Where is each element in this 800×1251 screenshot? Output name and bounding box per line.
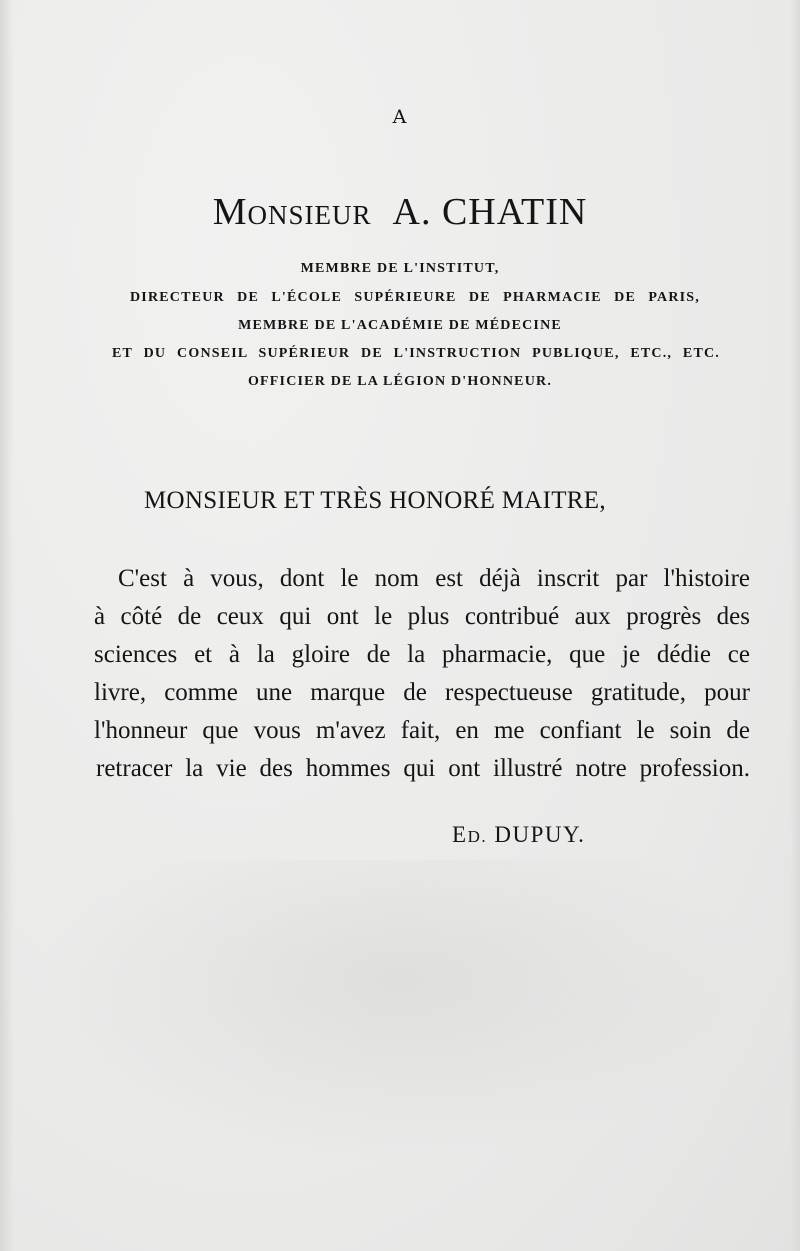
letter-body-line: C'est à vous, dont le nom est déjà inscrit par l'histoire [118, 565, 750, 592]
page-edge-shadow-left [0, 0, 14, 1251]
letter-signature [452, 822, 585, 848]
dedicatee-title: MEMBRE DE L'INSTITUT, [300, 261, 500, 276]
letter-body-line: l'honneur que vous m'avez fait, en me confiant le soin de [94, 717, 750, 744]
dedicatee-title: DIRECTEUR DE L'ÉCOLE SUPÉRIEURE DE PHARMACIE DE PARIS, [130, 290, 700, 305]
letter-body-line: sciences et à la gloire de la pharmacie, que je dédie ce [94, 641, 750, 668]
show-through-bleed [40, 860, 760, 1160]
dedication-to: A [392, 106, 408, 128]
honorific-first-letter: M [212, 191, 248, 233]
dedicatee-title: OFFICIER DE LA LÉGION D'HONNEUR. [247, 374, 553, 389]
dedicatee-title: MEMBRE DE L'ACADÉMIE DE MÉDECINE [238, 318, 562, 333]
letter-body-line: livre, comme une marque de respectueuse gratitude, pour [94, 679, 750, 706]
dedicatee-full-name: A. CHATIN [392, 191, 588, 233]
dedicatee-title: ET DU CONSEIL SUPÉRIEUR DE L'INSTRUCTION PUBLIQUE, ETC., ETC. [112, 346, 720, 361]
signature-first-letter: E [452, 822, 468, 847]
letter-salutation: MONSIEUR ET TRÈS HONORÉ MAITRE, [144, 487, 606, 514]
dedicatee-name [0, 190, 800, 234]
signature-small: D. [467, 827, 488, 846]
page-edge-shadow-right [790, 0, 800, 1251]
letter-body-line: retracer la vie des hommes qui ont illustré notre profession. [96, 755, 750, 782]
honorific-rest: ONSIEUR [247, 200, 372, 230]
letter-body-line: à côté de ceux qui ont le plus contribué aux progrès des [94, 603, 750, 630]
signature-name: DUPUY. [494, 822, 586, 847]
